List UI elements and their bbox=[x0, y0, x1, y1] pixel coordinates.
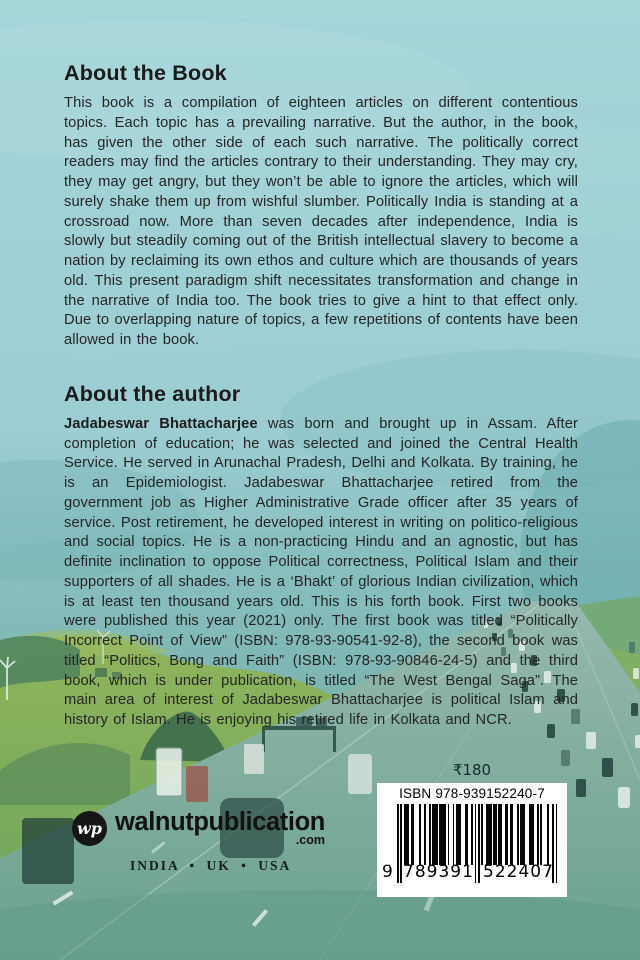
isbn-barcode bbox=[377, 783, 567, 897]
wp-monogram-icon: wp bbox=[72, 811, 107, 846]
publisher-regions: INDIA • UK • USA bbox=[130, 858, 292, 873]
publisher-logo-row bbox=[72, 810, 372, 848]
publisher-domain-suffix: .com bbox=[295, 833, 325, 847]
about-author-text: was born and brought up in Assam. After completion of education; he was selected and joined the Central Health Service. He served in Arunachal Pradesh, Delhi and Kolkata. By training, he is an Epidemiologist. Jadabeswar Bhattacharjee retired from the government job as Higher Administrative Grade officer after 35 years of service. Post retirement, he developed interest in writing on politico-religious and social topics. He is a non-practicing Hindu and an agnostic, but has definite inclination to oppose Political correctness, Political Islam and their supporters of all shades. He is a ‘Bhakt’ of glorious Indian civilization, which is at least ten thousand years old. This is his forth book. First two books were published this year (2021) only. The first book was titled “Politically Incorrect Point of View” (ISBN: 978-93-90541-92-8), the second book was titled “Politics, Bong and Faith” (ISBN: 978-93-90846-24-5) and the third book, which is under publication, is titled “The West Bengal Saga”. The main area of interest of Jadabeswar Bhattacharjee is political Islam and history of Islam. He is enjoying his retired life in Kolkata and NCR. bbox=[64, 415, 578, 728]
publisher-logo bbox=[72, 810, 372, 874]
about-book-paragraph: This book is a compilation of eighteen articles on different contentious topics. Each topic has a prevailing narrative. But the author, in the book, has given the other side of each such narrative. The politically correct readers may find the articles contrary to their understanding. They may cry, they may get angry, but they won’t be able to ignore the articles, which will surely shake them up from wishful slumber. Politically India is standing at a crossroad now. More than seven decades after independence, India is slowly but steadily coming out of the British intellectual slavery to become a nation by reclaiming its own ethos and culture which are thousands of years old. This present paradigm shift necessitates transformation and change in the narrative of India too. The book tries to give a hint to that effect only. Due to overlapping nature of topics, a few repetitions of contents have been allowed in the book. bbox=[64, 95, 578, 348]
author-name: Jadabeswar Bhattacharjee bbox=[64, 415, 258, 432]
isbn-number: ISBN 978-939152240-7 bbox=[399, 786, 545, 801]
barcode-digits-left: 789391 bbox=[403, 862, 474, 882]
barcode-digits bbox=[384, 862, 560, 884]
cover-text bbox=[64, 60, 578, 731]
publisher-name: walnutpublication bbox=[115, 808, 325, 836]
barcode-bars-area bbox=[384, 804, 560, 895]
price-label: ₹180 bbox=[452, 761, 492, 779]
barcode-digits-right: 522407 bbox=[483, 862, 554, 882]
barcode-digit-lead: 9 bbox=[382, 862, 393, 882]
about-book-heading: About the Book bbox=[64, 61, 227, 85]
publisher-name-wrap bbox=[115, 807, 325, 847]
about-author-paragraph bbox=[64, 415, 578, 731]
about-author-heading: About the author bbox=[64, 381, 241, 406]
